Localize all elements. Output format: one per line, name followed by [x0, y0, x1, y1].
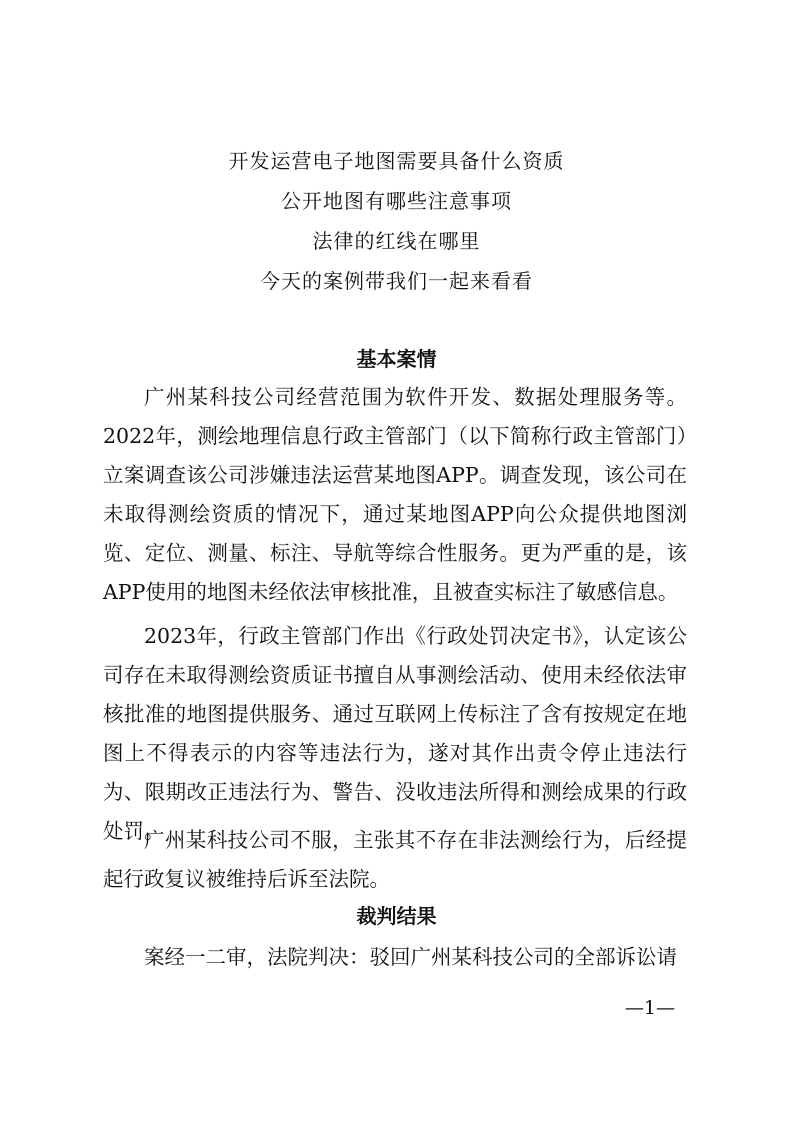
- page-number: —1—: [624, 997, 675, 1019]
- intro-line-1: 开发运营电子地图需要具备什么资质: [228, 149, 565, 173]
- section-heading-judgment: 裁判结果: [356, 904, 437, 928]
- intro-line-2: 公开地图有哪些注意事项: [281, 189, 512, 213]
- paragraph-lawsuit: 广州某科技公司不服，主张其不存在非法测绘行为，后经提起行政复议被维持后诉至法院。: [103, 828, 687, 891]
- intro-line-4: 今天的案例带我们一起来看看: [260, 269, 533, 293]
- paragraph-administrative-penalty: 2023年，行政主管部门作出《行政处罚决定书》，认定该公司存在未取得测绘资质证书擅自从事测绘活动、使用未经依法审核批准的地图提供服务、通过互联网上传标注了含有按规定在地图上不得表示的内容等违法行为，遂对其作出责令停止违法行为、限期改正违法行为、警告、没收违法所得和测绘成果的行政处罚。: [103, 624, 687, 843]
- paragraph-case-background: 广州某科技公司经营范围为软件开发、数据处理服务等。2022年，测绘地理信息行政主管部门（以下简称行政主管部门）立案调查该公司涉嫌违法运营某地图APP。调查发现，该公司在未取得测绘资质的情况下，通过某地图APP向公众提供地图浏览、定位、测量、标注、导航等综合性服务。更为严重的是，该APP使用的地图未经依法审核批准，且被查实标注了敏感信息。: [103, 385, 687, 604]
- intro-line-3: 法律的红线在哪里: [312, 229, 481, 253]
- paragraph-judgment: 案经一二审，法院判决：驳回广州某科技公司的全部诉讼请: [144, 945, 677, 969]
- section-heading-basic-facts: 基本案情: [356, 347, 437, 371]
